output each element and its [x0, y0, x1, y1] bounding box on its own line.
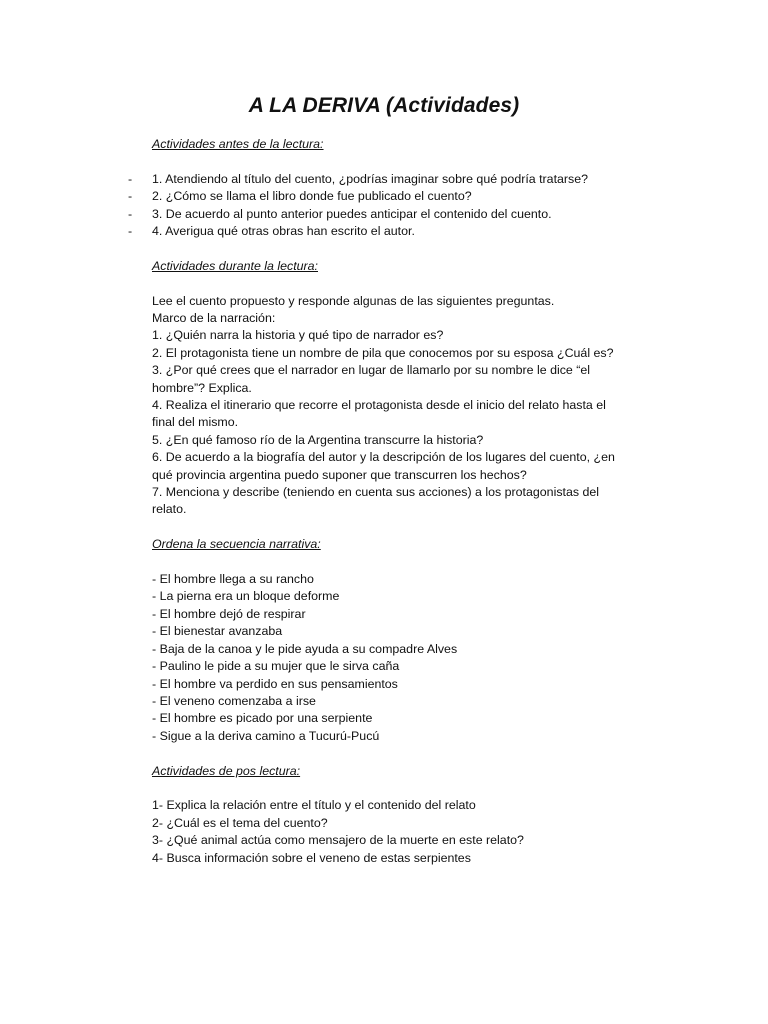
list-item: 3- ¿Qué animal actúa como mensajero de la muerte en este relato?: [152, 833, 524, 848]
list-item: - Baja de la canoa y le pide ayuda a su compadre Alves: [152, 641, 458, 656]
bullet-dash: -: [128, 171, 133, 186]
document-title: A LA DERIVA (Actividades): [248, 94, 520, 117]
question-line: relato.: [152, 502, 187, 517]
question-line: hombre”? Explica.: [152, 380, 252, 395]
list-item: - El bienestar avanzaba: [152, 624, 283, 639]
list-item: - El veneno comenzaba a irse: [152, 693, 316, 708]
bullet-dash: -: [128, 189, 133, 204]
list-item: - El hombre es picado por una serpiente: [152, 711, 373, 726]
list-item: - 4. Averigua qué otras obras han escrito el autor.: [152, 223, 622, 240]
list-item: - 2. ¿Cómo se llama el libro donde fue publicado el cuento?: [152, 188, 622, 205]
section-heading-after: Actividades de pos lectura:: [152, 763, 301, 778]
list-item: - 1. Atendiendo al título del cuento, ¿podrías imaginar sobre qué podría tratarse?: [152, 171, 622, 188]
section-heading-before: Actividades antes de la lectura:: [152, 137, 324, 151]
question-line: 5. ¿En qué famoso río de la Argentina transcurre la historia?: [152, 432, 484, 447]
list-item: - La pierna era un bloque deforme: [152, 589, 340, 604]
section-heading-sequence: Ordena la secuencia narrativa:: [152, 537, 321, 552]
question-line: qué provincia argentina puedo suponer que transcurren los hechos?: [152, 467, 527, 482]
list-item: - El hombre va perdido en sus pensamientos: [152, 676, 398, 691]
list-item: - Paulino le pide a su mujer que le sirva caña: [152, 659, 400, 674]
after-activities-list: [152, 797, 622, 867]
list-item: - 3. De acuerdo al punto anterior puedes anticipar el contenido del cuento.: [152, 206, 622, 223]
question-line: 6. De acuerdo a la biografía del autor y la descripción de los lugares del cuento, ¿en: [152, 450, 615, 465]
before-activities-list: [128, 171, 622, 241]
question-line: 7. Menciona y describe (teniendo en cuenta sus acciones) a los protagonistas del: [152, 485, 600, 500]
during-intro: Lee el cuento propuesto y responde algunas de las siguientes preguntas.: [152, 293, 555, 308]
question-line: 3. ¿Por qué crees que el narrador en lugar de llamarlo por su nombre le dice “el: [152, 363, 591, 378]
list-item: - El hombre llega a su rancho: [152, 572, 314, 587]
question-line: 2. El protagonista tiene un nombre de pila que conocemos por su esposa ¿Cuál es?: [152, 345, 614, 360]
section-heading-during: Actividades durante la lectura:: [152, 258, 318, 273]
list-item: 1- Explica la relación entre el título y el contenido del relato: [152, 798, 476, 813]
bullet-dash: -: [128, 206, 133, 221]
sequence-list: [152, 571, 622, 745]
bullet-dash: -: [128, 224, 133, 239]
list-item: - El hombre dejó de respirar: [152, 606, 306, 621]
list-item: - Sigue a la deriva camino a Tucurú-Pucú: [152, 728, 380, 743]
question-line: 4. Realiza el itinerario que recorre el protagonista desde el inicio del relato hasta el: [152, 398, 606, 413]
document-body: [128, 136, 622, 867]
question-line: 1. ¿Quién narra la historia y qué tipo de narrador es?: [152, 328, 444, 343]
question-line: final del mismo.: [152, 415, 239, 430]
list-item: 2- ¿Cuál es el tema del cuento?: [152, 815, 328, 830]
during-subheading: Marco de la narración:: [152, 311, 276, 326]
list-item: 4- Busca información sobre el veneno de estas serpientes: [152, 850, 471, 865]
